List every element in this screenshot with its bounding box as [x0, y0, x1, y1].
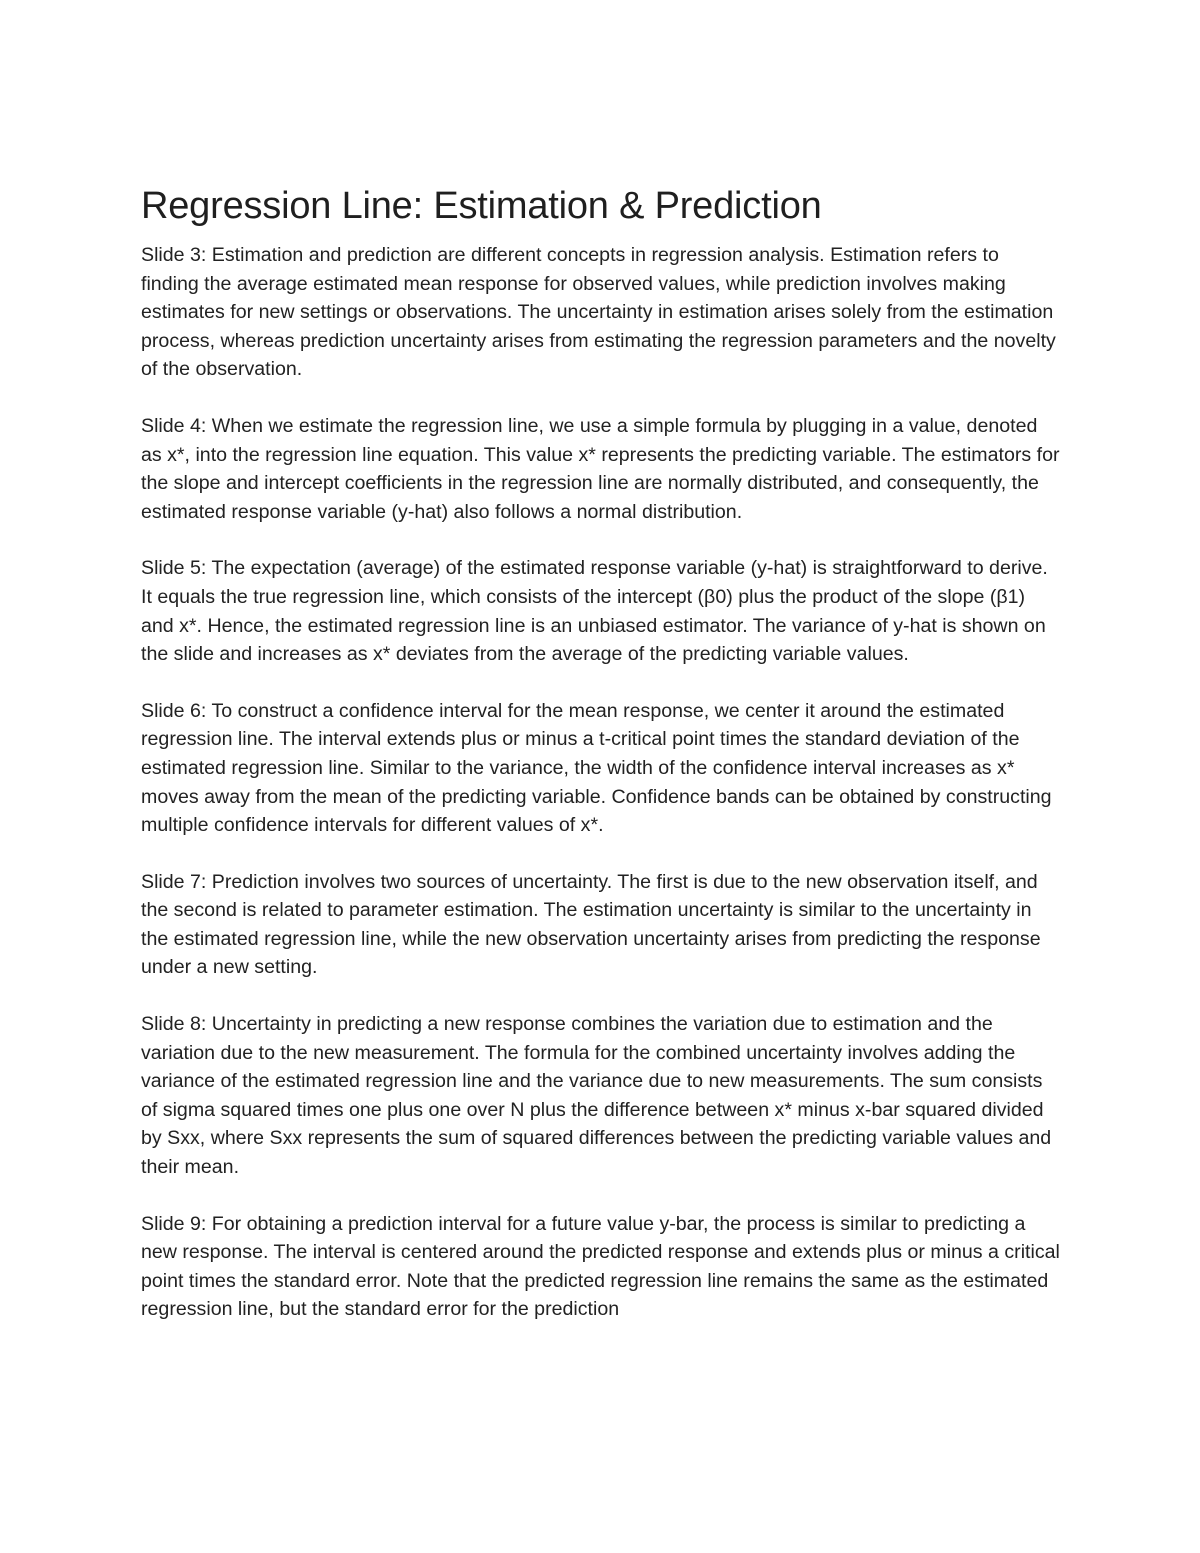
document-content: [141, 184, 1061, 1324]
paragraph-slide-4: Slide 4: When we estimate the regression line, we use a simple formula by plugging in a value, denoted as x*, into the regression line equation. This value x* represents the predicting variable. The estimators for the slope and intercept coefficients in the regression line are normally distributed, and consequently, the estimated response variable (y-hat) also follows a normal distribution.: [141, 414, 1060, 523]
paragraph-slide-9: Slide 9: For obtaining a prediction interval for a future value y-bar, the process is similar to predicting a new response. The interval is centered around the predicted response and extends plus or minus a critical point times the standard error. Note that the predicted regression line remains the same as the estimated regression line, but the standard error for the prediction: [141, 1212, 1060, 1321]
paragraph-slide-8: Slide 8: Uncertainty in predicting a new response combines the variation due to estimation and the variation due to the new measurement. The formula for the combined uncertainty involves adding the variance of the estimated regression line and the variance due to new measurements. The sum consists of sigma squared times one plus one over N plus the difference between x* minus x-bar squared divided by Sxx, where Sxx represents the sum of squared differences between the predicting variable values and their mean.: [141, 1013, 1052, 1179]
paragraph-slide-6: Slide 6: To construct a confidence interval for the mean response, we center it around the estimated regression line. The interval extends plus or minus a t-critical point times the standard deviation of the estimated regression line. Similar to the variance, the width of the confidence interval increases as x* moves away from the mean of the predicting variable. Confidence bands can be obtained by constructing multiple confidence intervals for different values of x*.: [141, 699, 1052, 837]
paragraph-slide-7: Slide 7: Prediction involves two sources of uncertainty. The first is due to the new observation itself, and the second is related to parameter estimation. The estimation uncertainty is similar to the uncertainty in the estimated regression line, while the new observation uncertainty arises from predicting the response under a new setting.: [141, 870, 1041, 979]
paragraph-slide-5: Slide 5: The expectation (average) of the estimated response variable (y-hat) is straightforward to derive. It equals the true regression line, which consists of the intercept (β0) plus the product of the slope (β1) and x*. Hence, the estimated regression line is an unbiased estimator. The variance of y-hat is shown on the slide and increases as x* deviates from the average of the predicting variable values.: [141, 557, 1048, 666]
paragraph-slide-3: Slide 3: Estimation and prediction are different concepts in regression analysis. Estimation refers to finding the average estimated mean response for observed values, while prediction involves making estimates for new settings or observations. The uncertainty in estimation arises solely from the estimation process, whereas prediction uncertainty arises from estimating the regression parameters and the novelty of the observation.: [141, 244, 1056, 381]
document-title: Regression Line: Estimation & Prediction: [141, 185, 822, 227]
